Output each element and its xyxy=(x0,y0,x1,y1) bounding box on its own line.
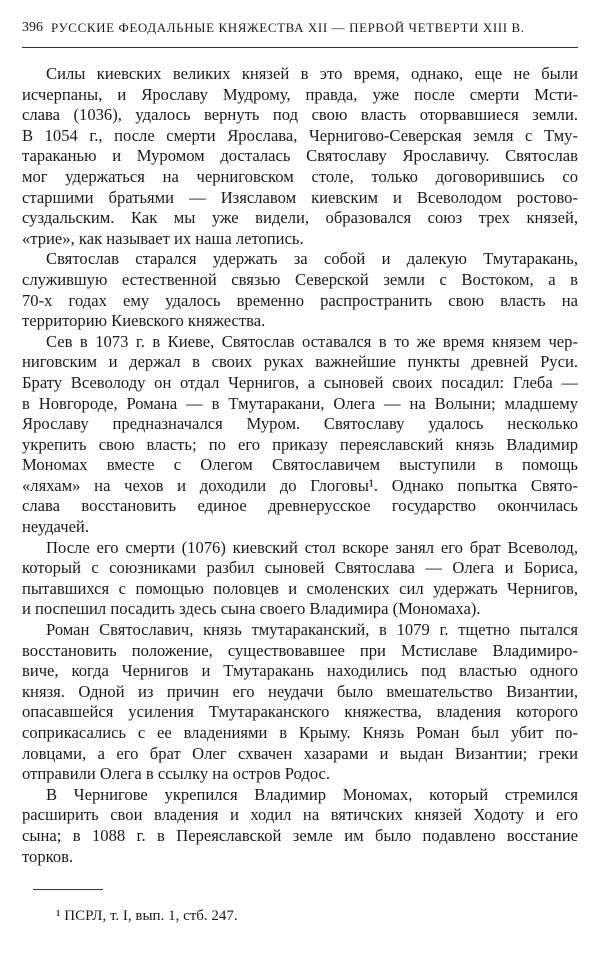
paragraph xyxy=(22,332,578,538)
text-line: восстановить положение, существовавшее при Мстиславе Владимиро- xyxy=(22,640,578,660)
text-line: опасавшейся усиления Тмутараканского княжества, владения которого xyxy=(22,702,578,722)
footnote-separator xyxy=(33,889,103,890)
text-line: расширить свои владения и ходил на вятичских князей Ходоту и его xyxy=(22,805,578,825)
text-line: пытавшихся с помощью половцев и смоленских сил удержать Чернигов, xyxy=(22,578,578,598)
text-line: старшими братьями — Изяславом киевским и Всеволодом ростово- xyxy=(22,187,578,207)
text-line: «трие», как называет их наша летопись. xyxy=(22,228,304,248)
text-line: виче, когда Чернигов и Тмутаракань находились под властью одного xyxy=(22,661,578,681)
body-text xyxy=(22,64,578,867)
text-line: «ляхам» на чехов и доходили до Глоговы¹. Однако попытка Свято- xyxy=(22,475,578,495)
text-line: исчерпаны, и Ярославу Мудрому, правда, уже после смерти Мсти- xyxy=(22,84,578,104)
paragraph xyxy=(22,785,578,867)
text-line: слава (1036), удалось вернуть под свою власть оторвавшиеся земли. xyxy=(22,105,578,125)
text-line: суздальским. Как мы уже видели, образовался союз трех князей, xyxy=(22,208,578,228)
text-line: Роман Святославич, князь тмутараканский, в 1079 г. тщетно пытался xyxy=(46,620,578,640)
text-line: Мономах вместе с Олегом Святославичем выступили в помощь xyxy=(22,455,578,475)
footnote-marker: ¹ xyxy=(56,908,61,924)
text-line: и поспешил посадить здесь сына своего Владимира (Мономаха). xyxy=(22,599,481,619)
text-line: Брату Всеволоду он отдал Чернигов, а сыновей своих посадил: Глеба — xyxy=(22,372,578,392)
text-line: Сев в 1073 г. в Киеве, Святослав оставался в то же время князем чер- xyxy=(46,331,578,351)
running-header xyxy=(22,20,578,36)
text-line: В 1054 г., после смерти Ярослава, Чернигово-Северская земля с Тму- xyxy=(22,125,578,145)
text-line: который с союзниками разбил сыновей Святослава — Олега и Бориса, xyxy=(22,558,578,578)
text-line: торков. xyxy=(22,846,74,866)
text-line: соприкасались с ее владениями в Крыму. Князь Роман был убит по- xyxy=(22,723,578,742)
text-line: неудачей. xyxy=(22,517,89,537)
page-number: 396 xyxy=(22,20,43,35)
text-line: ниговским и держал в своих руках важнейшие пункты древней Руси. xyxy=(22,352,578,372)
running-title: РУССКИЕ ФЕОДАЛЬНЫЕ КНЯЖЕСТВА XII — ПЕРВОЙ ЧЕТВЕРТИ XIII В. xyxy=(51,20,525,35)
text-line: После его смерти (1076) киевский стол вскоре занял его брат Всеволод, xyxy=(46,537,578,557)
header-rule xyxy=(22,47,578,48)
text-line: В Чернигове укрепился Владимир Мономах, который стремился xyxy=(46,784,578,804)
text-line: Святослав старался удержать за собой и далекую Тмутаракань, xyxy=(46,249,578,269)
text-line: тараканью и Муромом досталась Святославу Ярославичу. Святослав xyxy=(22,146,578,166)
text-line: ловцами, а его брат Олег схвачен хазарами и выдан Византии; греки xyxy=(22,743,578,763)
text-line: Ярославу предназначался Муром. Святославу удалось несколько xyxy=(22,414,578,434)
text-line: 70-х годах ему удалось временно распространить свою власть на xyxy=(22,290,578,310)
text-line: сына; в 1088 г. в Переяславской земле им было подавлено восстание xyxy=(22,825,578,845)
text-line: в Новгороде, Романа — в Тмутаракани, Олега — на Волыни; младшему xyxy=(22,393,578,413)
text-line: слава восстановить единое древнерусское государство окончилась xyxy=(22,496,578,516)
text-line: Силы киевских великих князей в это время, однако, еще не были xyxy=(46,64,578,83)
paragraph xyxy=(22,620,578,785)
text-line: служившую естественной связью Северской земли с Востоком, а в xyxy=(22,269,578,289)
text-line: мог удержаться на черниговском столе, только договорившись со xyxy=(22,166,578,186)
text-line: отправили Олега в ссылку на остров Родос. xyxy=(22,764,331,784)
footnote xyxy=(56,908,238,925)
footnote-text: ПСРЛ, т. I, вып. 1, стб. 247. xyxy=(64,908,238,924)
text-line: укрепить свою власть; по его приказу переяславский князь Владимир xyxy=(22,434,578,454)
paragraph xyxy=(22,249,578,331)
paragraph xyxy=(22,538,578,620)
text-line: территорию Киевского княжества. xyxy=(22,311,266,331)
paragraph xyxy=(22,64,578,249)
text-line: князя. Одной из причин его неудачи было вмешательство Византии, xyxy=(22,681,578,701)
